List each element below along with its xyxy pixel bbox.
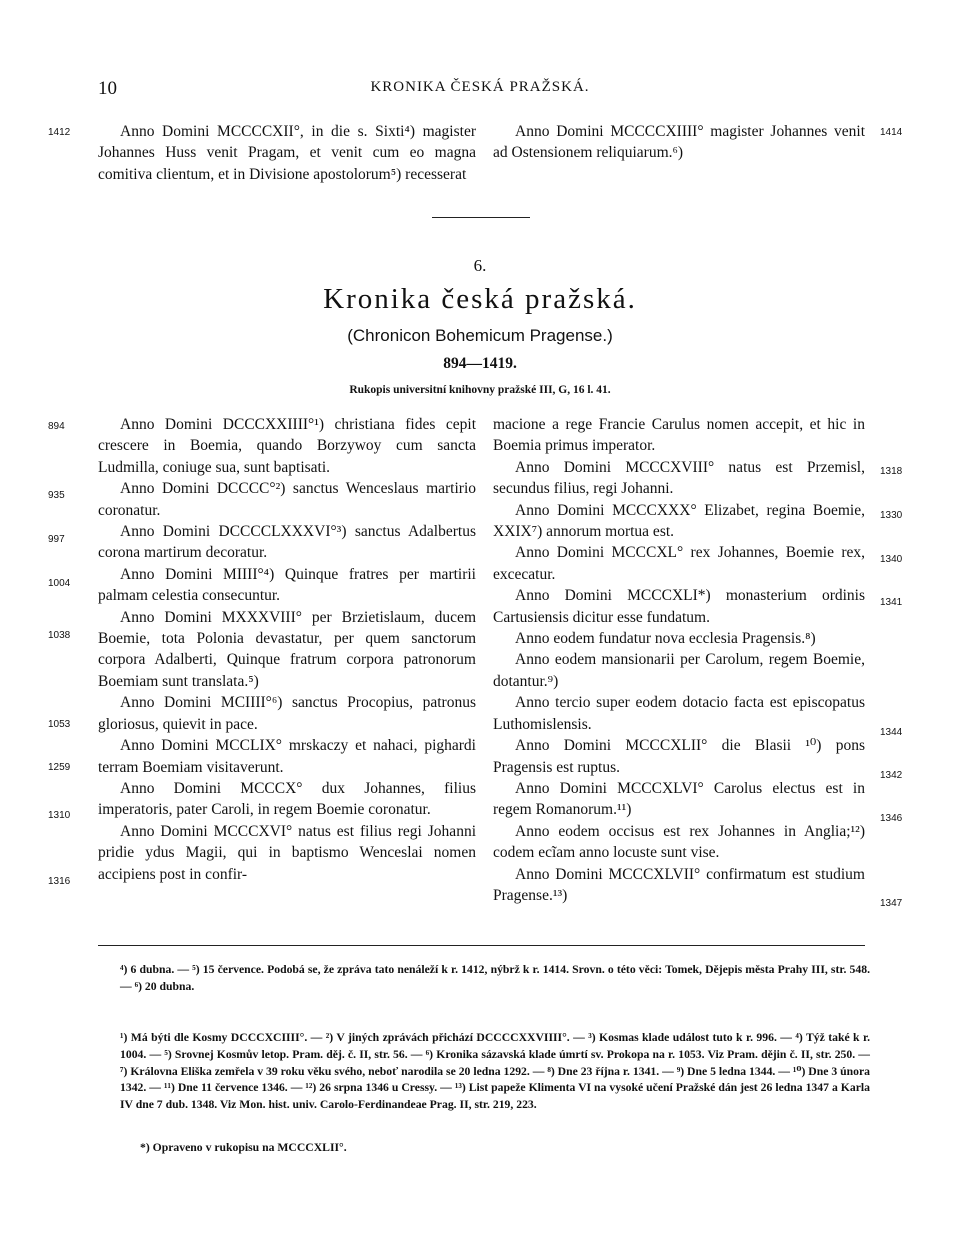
margin-year: 1004 bbox=[48, 578, 71, 589]
section-subtitle: (Chronicon Bohemicum Pragense.) bbox=[347, 326, 613, 345]
entry: Anno Domini MCIIII°⁶) sanctus Procopius, patronus gloriosus, quievit in pace. bbox=[98, 694, 476, 733]
running-head: KRONIKA ČESKÁ PRAŽSKÁ. bbox=[370, 79, 590, 95]
footnote-block: ¹) Má býti dle Kosmy DCCCXCIIII°. — ²) V jiných zprávách přichází DCCCCXXVIIII°. — ³) Kosmas klade událost tuto k r. 996. — ⁴) Týž také k r. 1004. — ⁵) Srovnej Kosmův letop. Pram. děj. č. II, str. 56. — ⁶) Kronika sázavská klade úmrtí sv. Prokopa na r. 1053. Viz Pram. dějin č. II, str. 250. — ⁷) Královna Eliška zemřela v 39 roku věku svého, neboť narodila se 20 ledna 1292. — ⁸) Dne 23 října r. 1341. — ⁹) Dne 5 ledna 1344. — ¹⁰) Dne 3 února 1342. — ¹¹) Dne 11 července 1346. — ¹²) 26 srpna 1346 u Cressy. — ¹³) List papeže Klimenta VI na vysoké učení Pražské dán jest 26 ledna 1347 a Karla IV dne 7 dub. 1348. Viz Mon. hist. univ. Carolo-Ferdinandeae Prag. II, str. 219, 223. bbox=[120, 1031, 870, 1112]
margin-year: 1414 bbox=[880, 127, 903, 138]
margin-year: 1344 bbox=[880, 727, 903, 738]
entry: Anno eodem mansionarii per Carolum, regem Boemie, dotantur.⁹) bbox=[493, 651, 865, 690]
footnote-correction: *) Opraveno v rukopisu na MCCCXLII°. bbox=[140, 1141, 347, 1154]
entry: Anno Domini MCCCXL° rex Johannes, Boemie rex, excecatur. bbox=[493, 544, 865, 583]
margin-year: 894 bbox=[48, 421, 65, 432]
entry: Anno Domini MCCCX° dux Johannes, filius imperatoris, pater Caroli, in regem Boemie coronatur. bbox=[98, 779, 476, 819]
margin-year: 1346 bbox=[880, 813, 903, 824]
entry-text: Anno Domini MCCCCXIIII° magister Johannes venit ad Ostensionem reliquiarum.⁶) bbox=[493, 123, 865, 162]
entry: Anno Domini MCCCXLVII° confirmatum est studium Pragense.¹³) bbox=[493, 865, 865, 904]
left-column bbox=[98, 414, 476, 885]
entry: Anno Domini MCCCXLII° die Blasii ¹⁰) pons Pragensis est ruptus. bbox=[493, 737, 865, 776]
margin-year: 997 bbox=[48, 534, 65, 545]
entry: Anno Domini DCCCC°²) sanctus Wenceslaus martirio coronatur. bbox=[98, 480, 476, 519]
section-number: 6. bbox=[473, 256, 487, 275]
margin-year: 1347 bbox=[880, 898, 903, 909]
margin-year: 1259 bbox=[48, 762, 71, 773]
section-title: Kronika česká pražská. bbox=[323, 283, 637, 315]
margin-year: 1340 bbox=[880, 554, 903, 565]
entry: Anno eodem fundatur nova ecclesia Pragensis.⁸) bbox=[515, 630, 816, 648]
footnote-divider bbox=[98, 945, 865, 946]
section-years: 894—1419. bbox=[443, 355, 517, 372]
margin-year: 1341 bbox=[880, 597, 903, 608]
entry: Anno Domini DCCCCLXXXVI°³) sanctus Adalbertus corona martirum decoratur. bbox=[98, 523, 476, 562]
entry-text: Anno Domini MCCCCXII°, in die s. Sixti⁴) magister Johannes Huss venit Pragam, et venit cum eo magna comitiva clientum, et in Divisione apostolorum⁵) recesserat bbox=[98, 123, 476, 183]
entry: Anno Domini MCCLIX° mrskaczy et nahaci, pighardi terram Boemiam visitaverunt. bbox=[98, 737, 476, 776]
margin-year: 1316 bbox=[48, 876, 71, 887]
top-entry-left bbox=[98, 121, 476, 185]
entry: Anno Domini MCCCXLVI° Carolus electus est in regem Romanorum.¹¹) bbox=[493, 779, 865, 819]
entry: Anno Domini MXXXVIII° per Brzietislaum, ducem Boemie, tota Polonia devastatur, per quem sanctorum corpora Adalberti, Quinque fratrum corpora patronorum Boemiam sunt translata.⁵) bbox=[98, 608, 476, 690]
entry: Anno tercio super eodem dotacio facta est episcopatus Luthomislensis. bbox=[493, 694, 865, 733]
entry: macione a rege Francie Carulus nomen accepit, et hic in Boemia primus imperator. bbox=[493, 416, 865, 455]
margin-year: 1412 bbox=[48, 127, 71, 138]
entry: Anno Domini MCCCXLI*) monasterium ordinis Cartusiensis dicitur esse fundatum. bbox=[493, 587, 865, 626]
entry: Anno Domini MCCCXXX° Elizabet, regina Boemie, XXIX⁷) annorum mortua est. bbox=[493, 501, 865, 541]
margin-year: 1330 bbox=[880, 510, 903, 521]
divider bbox=[432, 217, 530, 218]
margin-year: 1342 bbox=[880, 770, 903, 781]
entry: Anno Domini MCCCXVIII° natus est Przemisl, secundus filius, regi Johanni. bbox=[493, 458, 865, 498]
page-number: 10 bbox=[98, 78, 117, 99]
entry: Anno Domini MCCCXVI° natus est filius regi Johanni pridie ydus Magii, qui in baptismo Wenceslai nomen accipiens post in confir- bbox=[98, 822, 476, 883]
margin-year: 1310 bbox=[48, 810, 71, 821]
manuscript-reference: Rukopis universitní knihovny pražské III, G, 16 l. 41. bbox=[349, 384, 611, 396]
margin-year: 1318 bbox=[880, 466, 903, 477]
right-column bbox=[493, 414, 865, 906]
entry: Anno Domini DCCCXXIIII°¹) christiana fides cepit crescere in Boemia, quando Borzywoy cum sancta Ludmilla, coniuge sua, sunt baptisati. bbox=[98, 416, 476, 476]
entry: Anno eodem occisus est rex Johannes in Anglia;¹²) codem ecĩam anno locuste sunt vise. bbox=[493, 822, 865, 862]
margin-year: 935 bbox=[48, 490, 65, 501]
top-entry-right bbox=[493, 121, 865, 164]
footnote-block: ⁴) 6 dubna. — ⁵) 15 července. Podobá se, že zpráva tato nenáleží k r. 1412, nýbrž k r. 1414. Srovn. o této věci: Tomek, Dějepis města Prahy III, str. 548. — ⁶) 20 dubna. bbox=[120, 963, 870, 993]
entry: Anno Domini MIIII°⁴) Quinque fratres per martirii palmam celestia consecuntur. bbox=[98, 565, 476, 605]
margin-year: 1053 bbox=[48, 719, 71, 730]
margin-year: 1038 bbox=[48, 630, 71, 641]
